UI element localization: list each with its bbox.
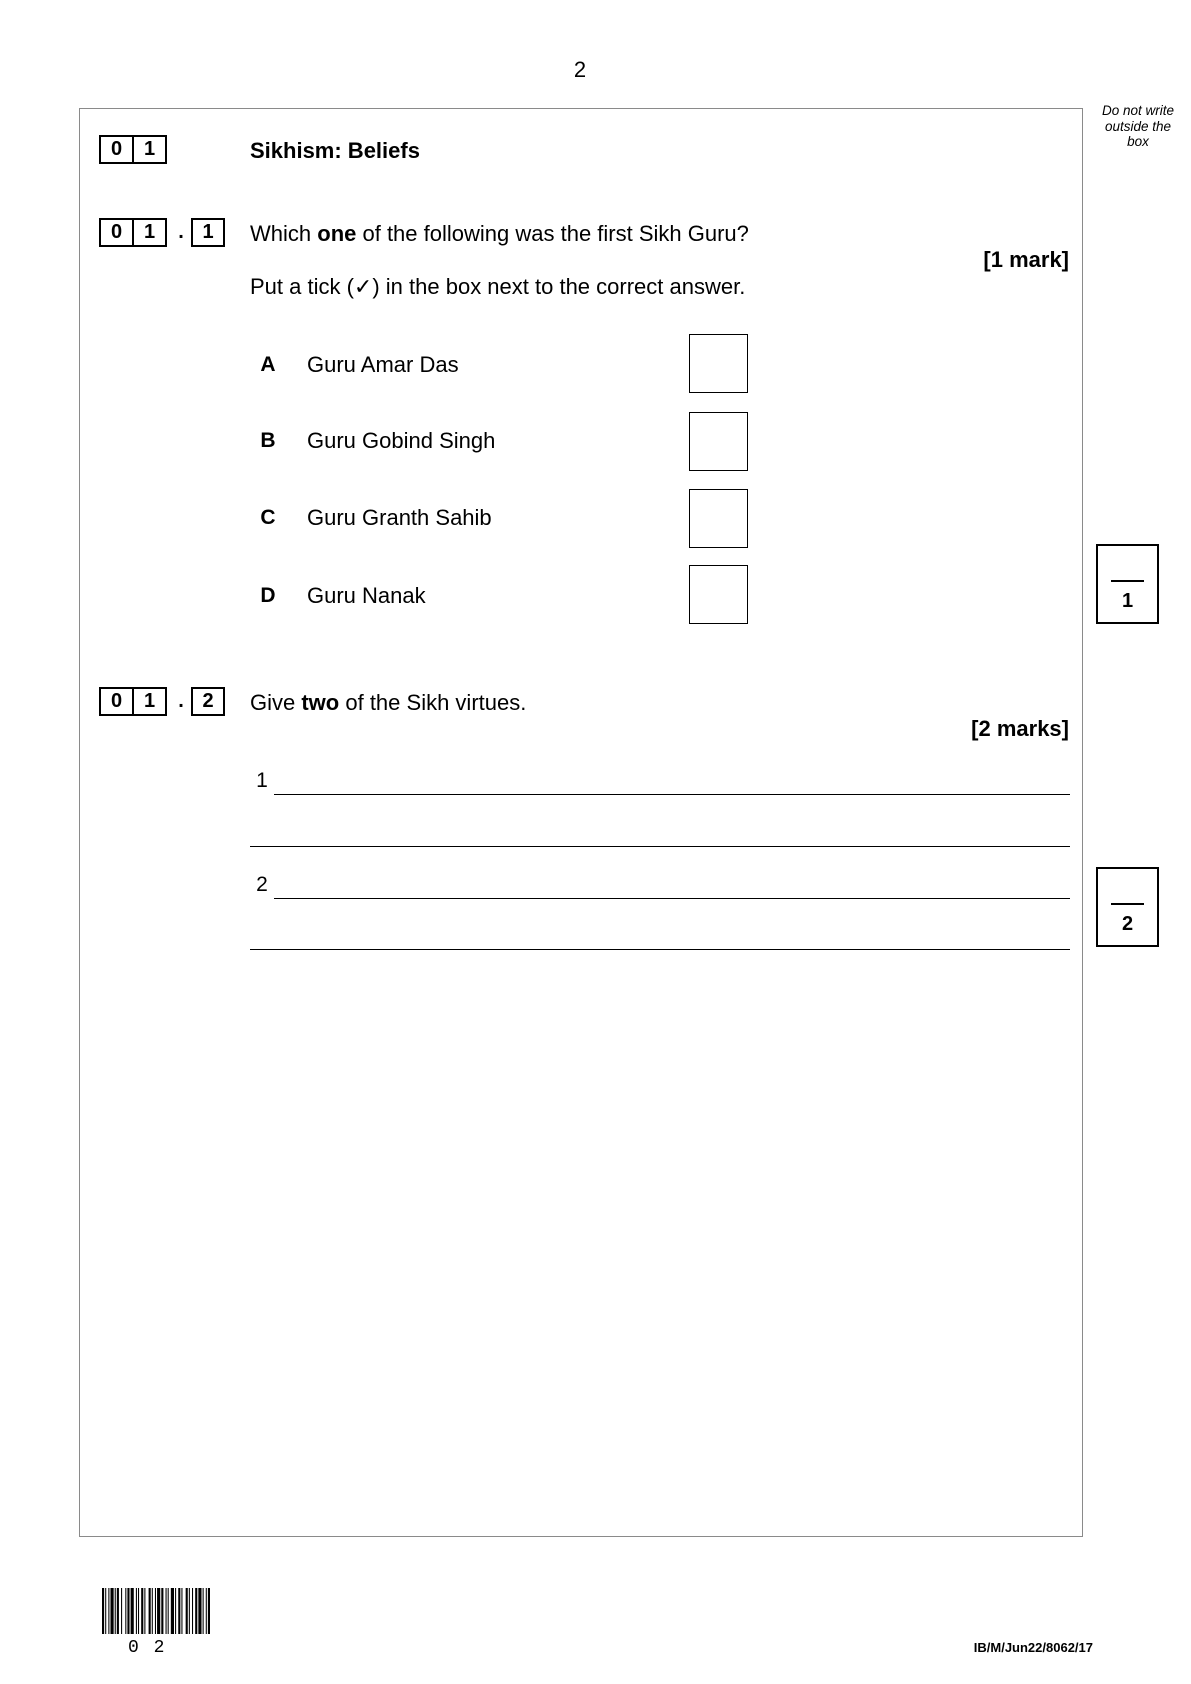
margin-note-line: Do not write <box>1101 103 1175 118</box>
question-number-digit: 1 <box>132 687 167 716</box>
answer-line-1-continued[interactable] <box>250 846 1070 847</box>
option-d-tick-box[interactable] <box>689 565 748 624</box>
barcode-bar <box>136 1588 137 1634</box>
question-part-number: 2 <box>191 687 225 716</box>
margin-note-line: outside the <box>1104 118 1172 134</box>
answer-number-2: 2 <box>256 873 268 896</box>
barcode-bar <box>161 1588 163 1634</box>
marks-label: [1 mark] <box>983 247 1069 272</box>
question-stem-emphasis: one <box>317 221 357 246</box>
barcode-bar <box>166 1588 167 1634</box>
section-number <box>99 135 167 164</box>
barcode-bar <box>208 1588 210 1634</box>
barcode-bar <box>195 1588 197 1634</box>
option-text-a: Guru Amar Das <box>307 352 459 377</box>
barcode-bar <box>110 1588 113 1634</box>
barcode-bar <box>138 1588 139 1634</box>
page-number: 2 <box>573 57 587 82</box>
barcode-bar <box>192 1588 193 1634</box>
option-letter-a: A <box>260 353 276 376</box>
barcode-bar <box>155 1588 156 1634</box>
barcode <box>102 1588 210 1638</box>
barcode-bar <box>157 1588 160 1634</box>
barcode-bar <box>108 1588 109 1634</box>
question-stem-emphasis: two <box>301 690 340 715</box>
barcode-bar <box>141 1588 143 1634</box>
question-number-separator: . <box>178 690 184 712</box>
barcode-bar <box>121 1588 122 1634</box>
barcode-bar <box>117 1588 119 1634</box>
question-instruction: Put a tick (✓) in the box next to the correct answer. <box>250 274 746 299</box>
barcode-bar <box>152 1588 153 1634</box>
barcode-bar <box>127 1588 129 1634</box>
barcode-bar <box>178 1588 180 1634</box>
question-number-01-2 <box>99 687 167 716</box>
question-number-01-1 <box>99 218 167 247</box>
mark-box-max: 1 <box>1121 590 1134 612</box>
barcode-bar <box>105 1588 106 1634</box>
barcode-bar <box>144 1588 145 1634</box>
answer-line-2[interactable] <box>274 898 1070 899</box>
mark-box-divider <box>1111 903 1144 905</box>
option-c-tick-box[interactable] <box>689 489 748 548</box>
barcode-bar <box>149 1588 151 1634</box>
barcode-bar <box>175 1588 176 1634</box>
option-b-tick-box[interactable] <box>689 412 748 471</box>
question-number-digit: 1 <box>132 218 167 247</box>
barcode-number: 0 2 <box>128 1638 167 1658</box>
paper-reference: IB/M/Jun22/8062/17 <box>973 1640 1093 1655</box>
option-text-d: Guru Nanak <box>307 583 426 608</box>
barcode-bar <box>198 1588 201 1634</box>
barcode-bar <box>115 1588 116 1634</box>
question-stem <box>250 221 749 247</box>
answer-line-2-continued[interactable] <box>250 949 1070 950</box>
barcode-bar <box>125 1588 126 1634</box>
question-stem-end: of the following was the first Sikh Guru? <box>356 221 749 246</box>
barcode-bar <box>206 1588 207 1634</box>
barcode-bar <box>168 1588 169 1634</box>
barcode-bar <box>181 1588 182 1634</box>
question-stem-start: Give <box>250 690 302 715</box>
option-letter-b: B <box>260 429 276 452</box>
option-text-b: Guru Gobind Singh <box>307 428 496 453</box>
question-number-digit: 0 <box>99 687 134 716</box>
barcode-bar <box>189 1588 190 1634</box>
option-text-c: Guru Granth Sahib <box>307 505 492 530</box>
barcode-bar <box>203 1588 204 1634</box>
question-stem-end: of the Sikh virtues. <box>339 690 527 715</box>
marks-label: [2 marks] <box>971 716 1069 741</box>
mark-box-max: 2 <box>1121 913 1134 935</box>
section-number-digit: 1 <box>132 135 167 164</box>
question-stem-start: Which <box>250 221 318 246</box>
question-stem <box>250 690 526 716</box>
answer-line-1[interactable] <box>274 794 1070 795</box>
barcode-bar <box>102 1588 104 1634</box>
section-number-digit: 0 <box>99 135 134 164</box>
question-number-separator: . <box>178 221 184 243</box>
answer-frame <box>79 108 1083 1537</box>
section-title: Sikhism: Beliefs <box>250 138 420 163</box>
option-letter-c: C <box>260 506 276 529</box>
option-a-tick-box[interactable] <box>689 334 748 393</box>
margin-note <box>1096 103 1180 150</box>
answer-number-1: 1 <box>256 769 268 792</box>
barcode-bar <box>131 1588 134 1634</box>
question-number-digit: 0 <box>99 218 134 247</box>
option-letter-d: D <box>260 584 276 607</box>
examiner-mark-box <box>1096 867 1159 947</box>
examiner-mark-box <box>1096 544 1159 624</box>
mark-box-divider <box>1111 580 1144 582</box>
question-part-number: 1 <box>191 218 225 247</box>
barcode-bar <box>171 1588 174 1634</box>
margin-note-line: box <box>1127 134 1149 149</box>
barcode-bar <box>186 1588 188 1634</box>
